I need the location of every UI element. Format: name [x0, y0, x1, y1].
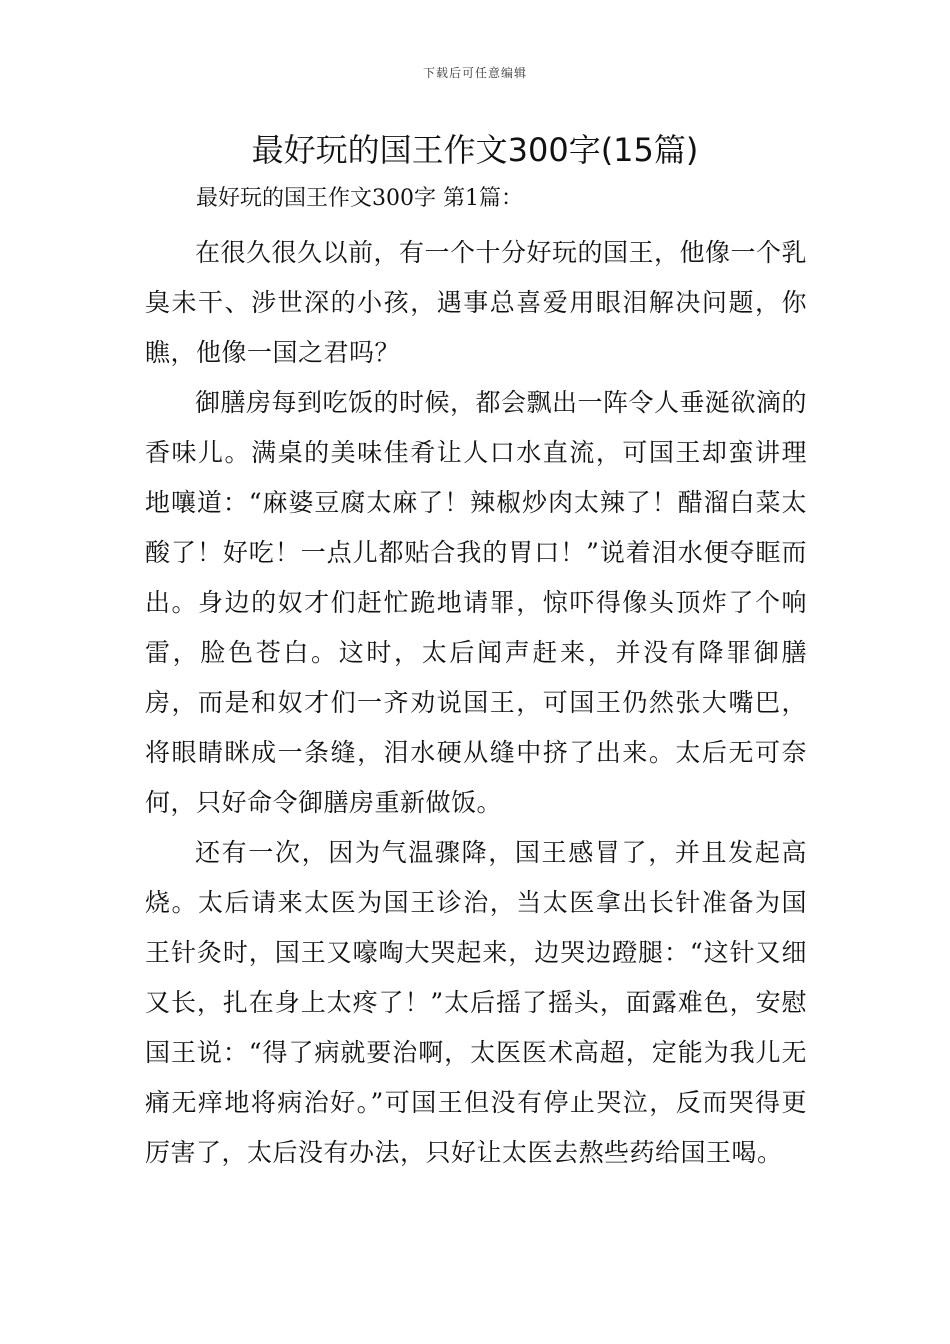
essay-body [145, 228, 807, 1178]
paragraph: 御膳房每到吃饭的时候，都会飘出一阵令人垂涎欲滴的香味儿。满桌的美味佳肴让人口水直流，可国王却蛮讲理地嚷道：“麻婆豆腐太麻了！辣椒炒肉太辣了！醋溜白菜太酸了！好吃！一点儿都贴合我的胃口！”说着泪水便夺眶而出。身边的奴才们赶忙跪地请罪，惊吓得像头顶炸了个响雷，脸色苍白。这时，太后闻声赶来，并没有降罪御膳房，而是和奴才们一齐劝说国王，可国王仍然张大嘴巴，将眼睛眯成一条缝，泪水硬从缝中挤了出来。太后无可奈何，只好命令御膳房重新做饭。 [145, 388, 808, 817]
paragraph: 还有一次，因为气温骤降，国王感冒了，并且发起高烧。太后请来太医为国王诊治，当太医拿出长针准备为国王针灸时，国王又嚎啕大哭起来，边哭边蹬腿：“这针又细又长，扎在身上太疼了！”太后摇了摇头，面露难色，安慰国王说：“得了病就要治啊，太医医术高超，定能为我儿无痛无痒地将病治好。”可国王但没有停止哭泣，反而哭得更厉害了，太后没有办法，只好让太医去熬些药给国王喝。 [145, 838, 807, 1167]
paragraph: 在很久很久以前，有一个十分好玩的国王，他像一个乳臭未干、涉世深的小孩，遇事总喜爱用眼泪解决问题，你瞧，他像一国之君吗？ [145, 238, 808, 367]
section-heading: 最好玩的国王作文300字 第1篇： [196, 186, 523, 211]
header-note: 下载后可任意编辑 [422, 66, 527, 80]
document-title: 最好玩的国王作文300字(15篇) [251, 131, 699, 169]
